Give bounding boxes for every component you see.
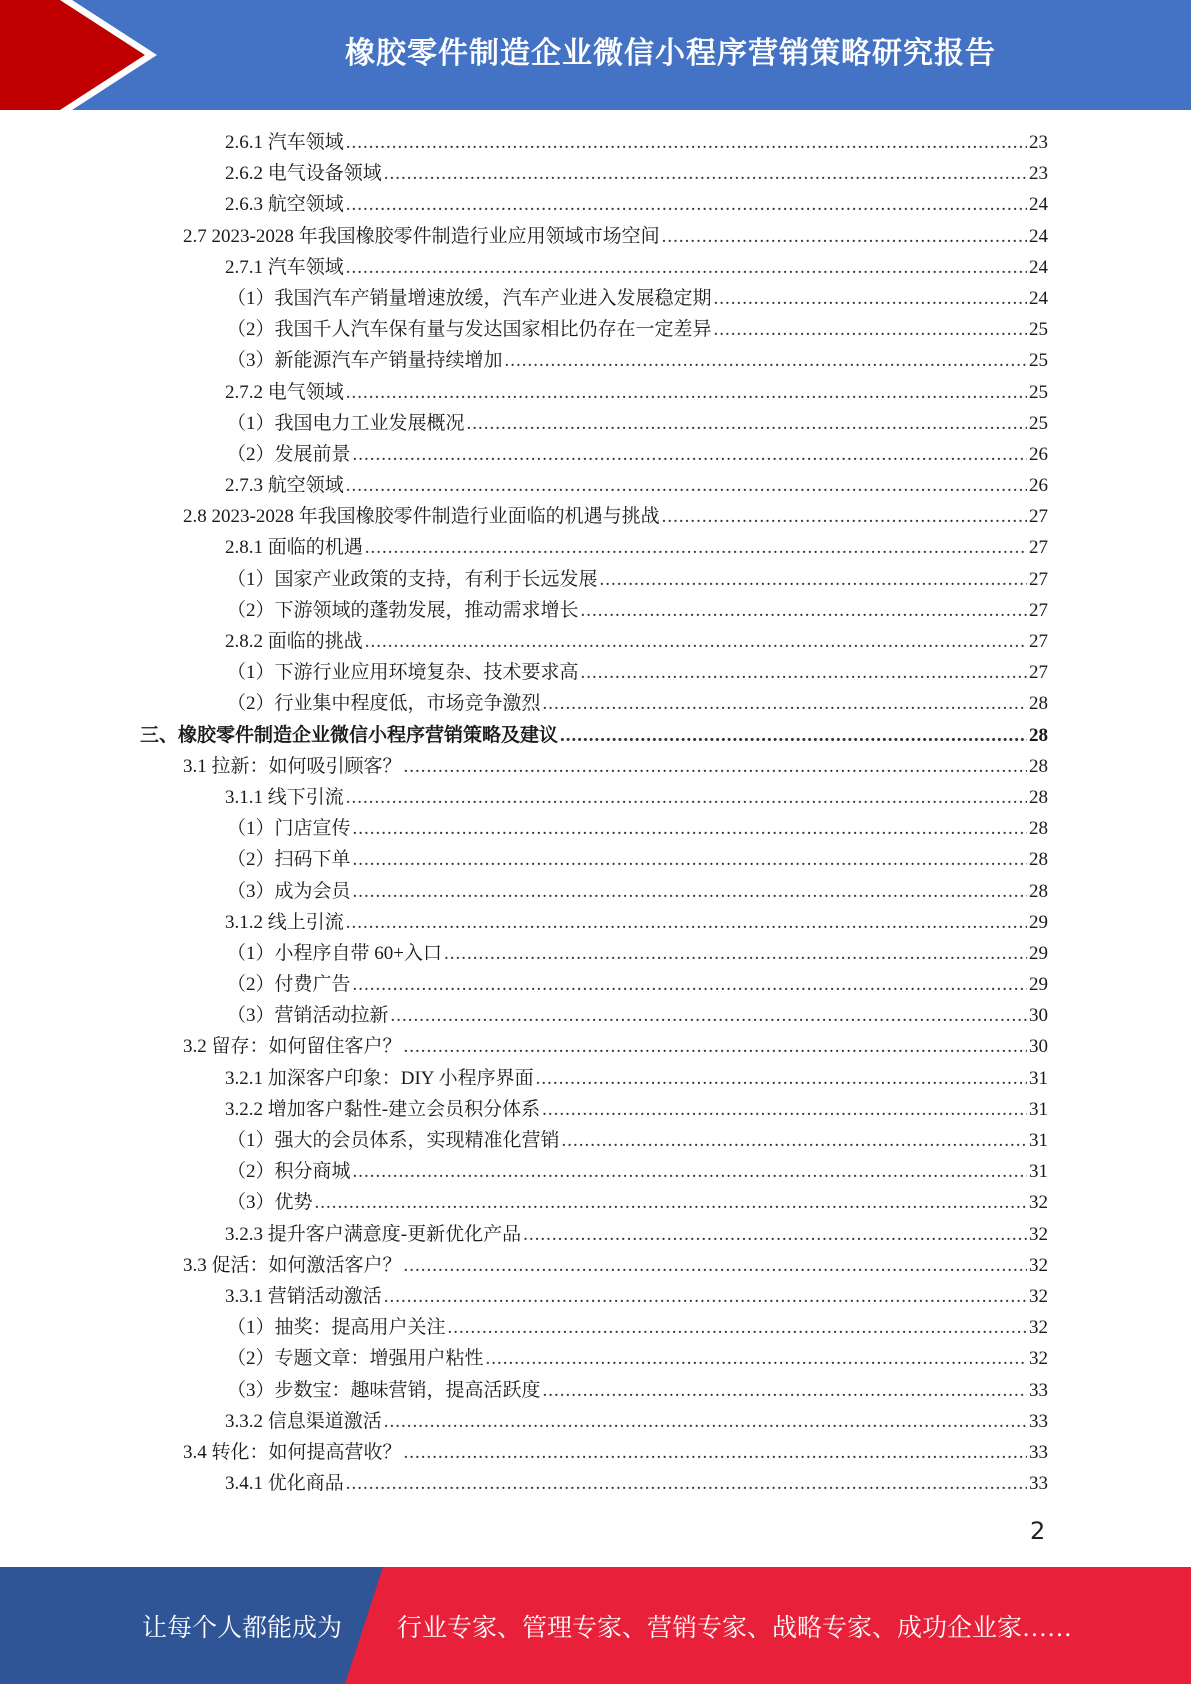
toc-entry-page: 27 (1029, 506, 1048, 528)
toc-dot-leader (662, 501, 1027, 532)
toc-entry[interactable] (140, 751, 1048, 782)
toc-entry-label: 2.8 2023-2028 年我国橡胶零件制造行业面临的机遇与挑战 (183, 506, 660, 528)
toc-dot-leader (346, 470, 1027, 501)
toc-entry-page: 27 (1029, 599, 1048, 621)
toc-entry-label: （1）强大的会员体系，实现精准化营销 (227, 1130, 560, 1151)
page-header (0, 0, 1191, 110)
toc-dot-leader (384, 1406, 1027, 1437)
toc-entry[interactable] (140, 532, 1048, 563)
toc-dot-leader (353, 1156, 1027, 1187)
toc-entry-page: 33 (1029, 1410, 1048, 1432)
toc-dot-leader (346, 1468, 1027, 1499)
toc-entry-page: 33 (1029, 1473, 1048, 1495)
toc-entry[interactable] (140, 377, 1048, 408)
toc-dot-leader (353, 969, 1027, 1000)
toc-entry-page: 29 (1029, 974, 1048, 996)
toc-entry[interactable] (140, 1031, 1048, 1062)
toc-entry[interactable] (140, 158, 1048, 189)
page-footer (0, 1567, 1191, 1684)
toc-entry-page: 29 (1029, 942, 1048, 964)
toc-entry-page: 23 (1029, 163, 1048, 185)
toc-dot-leader (581, 595, 1027, 626)
toc-entry-page: 32 (1029, 1192, 1048, 1214)
toc-entry[interactable] (140, 439, 1048, 470)
toc-entry[interactable] (140, 688, 1048, 719)
toc-entry-label: （1）我国电力工业发展概况 (227, 412, 465, 434)
toc-dot-leader (542, 1094, 1027, 1125)
toc-entry-label: 3.3.2 信息渠道激活 (225, 1410, 382, 1432)
toc-entry[interactable] (140, 1250, 1048, 1281)
toc-dot-leader (346, 252, 1027, 283)
toc-dot-leader (543, 688, 1027, 719)
toc-entry-label: （1）我国汽车产销量增速放缓，汽车产业进入发展稳定期 (227, 287, 712, 309)
toc-entry-label: （3）营销活动拉新 (227, 1005, 389, 1027)
toc-entry-label: （2）扫码下单 (227, 849, 351, 871)
toc-entry-label: （2）积分商城 (227, 1161, 351, 1183)
toc-entry-label: （3）优势 (227, 1192, 313, 1214)
toc-entry[interactable] (140, 345, 1048, 376)
toc-entry-label: 2.6.1 汽车领域 (225, 132, 344, 153)
toc-entry-page: 26 (1029, 443, 1048, 465)
toc-entry-page: 25 (1029, 381, 1048, 403)
toc-entry-page: 32 (1029, 1254, 1048, 1276)
toc-dot-leader (365, 532, 1027, 563)
toc-entry[interactable] (140, 127, 1048, 158)
toc-entry-page: 27 (1029, 662, 1048, 684)
toc-dot-leader (714, 283, 1027, 314)
toc-entry-page: 30 (1029, 1005, 1048, 1027)
toc-entry[interactable] (140, 1343, 1048, 1374)
table-of-contents (140, 127, 1048, 1499)
toc-entry-page: 25 (1029, 350, 1048, 372)
toc-dot-leader (346, 907, 1027, 938)
toc-entry[interactable] (140, 1125, 1048, 1156)
header-arrow-decoration (0, 0, 160, 110)
toc-dot-leader (353, 439, 1027, 470)
toc-entry-page: 28 (1029, 786, 1048, 808)
toc-entry-label: 3.1.2 线上引流 (225, 911, 344, 933)
toc-dot-leader (346, 189, 1027, 220)
toc-entry-page: 24 (1029, 287, 1048, 309)
toc-entry[interactable] (140, 501, 1048, 532)
toc-entry[interactable] (140, 1219, 1048, 1250)
toc-dot-leader (315, 1187, 1027, 1218)
toc-dot-leader (353, 813, 1027, 844)
toc-entry[interactable] (140, 876, 1048, 907)
footer-slogan-right: 行业专家、管理专家、营销专家、战略专家、成功企业家…… (397, 1614, 1073, 1642)
toc-entry-page: 24 (1029, 194, 1048, 216)
toc-entry[interactable] (140, 1156, 1048, 1187)
toc-dot-leader (562, 1125, 1027, 1156)
toc-entry-label: 3.3 促活：如何激活客户？ (183, 1254, 402, 1276)
toc-entry-page: 32 (1029, 1348, 1048, 1370)
toc-entry-label: （2）付费广告 (227, 974, 351, 996)
toc-entry[interactable] (140, 1094, 1048, 1125)
toc-entry[interactable] (140, 1406, 1048, 1437)
toc-entry-label: （2）下游领域的蓬勃发展，推动需求增长 (227, 599, 579, 621)
toc-entry-label: 3.2.2 增加客户黏性-建立会员积分体系 (225, 1098, 541, 1120)
toc-entry-label: （1）小程序自带 60+入口 (227, 942, 442, 964)
toc-entry-label: 三、橡胶零件制造企业微信小程序营销策略及建议 (140, 724, 559, 746)
toc-dot-leader (353, 844, 1027, 875)
toc-entry-page: 31 (1029, 1130, 1048, 1151)
toc-entry[interactable] (140, 844, 1048, 875)
toc-entry-page: 28 (1029, 755, 1048, 777)
toc-dot-leader (486, 1343, 1027, 1374)
toc-entry[interactable] (140, 221, 1048, 252)
toc-entry[interactable] (140, 907, 1048, 938)
toc-entry-label: （2）我国千人汽车保有量与发达国家相比仍存在一定差异 (227, 319, 712, 341)
toc-entry-label: （2）专题文章：增强用户粘性 (227, 1348, 484, 1370)
toc-entry-page: 28 (1029, 818, 1048, 840)
footer-slogan-left: 让每个人都能成为 (142, 1614, 343, 1642)
toc-entry-label: 2.6.2 电气设备领域 (225, 163, 382, 185)
toc-dot-leader (346, 377, 1027, 408)
toc-entry[interactable] (140, 1375, 1048, 1406)
toc-dot-leader (543, 1375, 1027, 1406)
toc-entry-label: 3.2 留存：如何留住客户？ (183, 1036, 402, 1058)
toc-dot-leader (467, 408, 1027, 439)
toc-entry-label: 2.7 2023-2028 年我国橡胶零件制造行业应用领域市场空间 (183, 225, 660, 247)
toc-entry-label: （1）抽奖：提高用户关注 (227, 1317, 446, 1339)
toc-entry-page: 25 (1029, 319, 1048, 341)
toc-entry[interactable] (140, 470, 1048, 501)
toc-entry-page: 28 (1029, 880, 1048, 902)
toc-entry-label: 2.7.3 航空领域 (225, 475, 344, 497)
toc-entry-page: 31 (1029, 1098, 1048, 1120)
toc-dot-leader (600, 564, 1027, 595)
toc-entry[interactable] (140, 720, 1048, 751)
toc-dot-leader (505, 345, 1027, 376)
toc-entry-page: 28 (1029, 724, 1048, 746)
toc-entry-page: 25 (1029, 412, 1048, 434)
toc-dot-leader (523, 1219, 1027, 1250)
toc-entry[interactable] (140, 1468, 1048, 1499)
toc-entry-page: 32 (1029, 1285, 1048, 1307)
toc-entry-page: 31 (1029, 1067, 1048, 1089)
toc-entry-page: 31 (1029, 1161, 1048, 1183)
toc-dot-leader (346, 782, 1027, 813)
toc-entry-page: 27 (1029, 631, 1048, 652)
toc-entry[interactable] (140, 1063, 1048, 1094)
toc-entry-label: 2.7.1 汽车领域 (225, 256, 344, 278)
toc-entry[interactable] (140, 189, 1048, 220)
toc-entry[interactable] (140, 1187, 1048, 1218)
toc-entry-page: 23 (1029, 132, 1048, 153)
toc-entry[interactable] (140, 252, 1048, 283)
toc-entry-label: （3）步数宝：趣味营销，提高活跃度 (227, 1379, 541, 1401)
toc-entry-page: 33 (1029, 1379, 1048, 1401)
toc-entry-page: 27 (1029, 568, 1048, 590)
toc-entry[interactable] (140, 564, 1048, 595)
toc-dot-leader (404, 1437, 1027, 1468)
toc-entry-page: 28 (1029, 693, 1048, 715)
toc-entry[interactable] (140, 314, 1048, 345)
toc-entry[interactable] (140, 1437, 1048, 1468)
toc-entry[interactable] (140, 657, 1048, 688)
toc-entry-label: 2.7.2 电气领域 (225, 381, 344, 403)
toc-entry-label: （2）发展前景 (227, 443, 351, 465)
toc-entry[interactable] (140, 1000, 1048, 1031)
toc-entry-label: 3.3.1 营销活动激活 (225, 1285, 382, 1307)
toc-entry-label: 2.6.3 航空领域 (225, 194, 344, 216)
toc-entry-page: 28 (1029, 849, 1048, 871)
toc-entry-label: （1）国家产业政策的支持，有利于长远发展 (227, 568, 598, 590)
toc-entry-label: （1）下游行业应用环境复杂、技术要求高 (227, 662, 579, 684)
toc-entry-page: 29 (1029, 911, 1048, 933)
toc-entry-label: 3.1.1 线下引流 (225, 786, 344, 808)
toc-dot-leader (560, 720, 1027, 751)
toc-entry[interactable] (140, 1281, 1048, 1312)
toc-entry-page: 32 (1029, 1317, 1048, 1339)
toc-dot-leader (384, 158, 1027, 189)
toc-dot-leader (662, 221, 1027, 252)
toc-entry-page: 33 (1029, 1441, 1048, 1463)
toc-dot-leader (404, 751, 1027, 782)
report-title: 橡胶零件制造企业微信小程序营销策略研究报告 (345, 36, 996, 71)
toc-entry-label: 3.2.3 提升客户满意度-更新优化产品 (225, 1223, 522, 1245)
toc-entry-label: 3.4 转化：如何提高营收？ (183, 1441, 402, 1463)
toc-entry-label: 2.8.2 面临的挑战 (225, 631, 363, 652)
toc-entry[interactable] (140, 283, 1048, 314)
toc-entry[interactable] (140, 938, 1048, 969)
toc-dot-leader (353, 876, 1027, 907)
toc-dot-leader (404, 1031, 1027, 1062)
toc-entry-page: 32 (1029, 1223, 1048, 1245)
toc-entry-label: 2.8.1 面临的机遇 (225, 537, 363, 559)
toc-dot-leader (536, 1063, 1027, 1094)
toc-dot-leader (444, 938, 1027, 969)
toc-entry-page: 30 (1029, 1036, 1048, 1058)
toc-entry[interactable] (140, 782, 1048, 813)
toc-entry-label: （3）成为会员 (227, 880, 351, 902)
toc-entry-page: 24 (1029, 256, 1048, 278)
toc-dot-leader (391, 1000, 1027, 1031)
toc-entry[interactable] (140, 595, 1048, 626)
toc-dot-leader (404, 1250, 1027, 1281)
toc-entry[interactable] (140, 408, 1048, 439)
toc-entry-page: 26 (1029, 475, 1048, 497)
page-number: 2 (1030, 1517, 1046, 1545)
toc-entry-label: 3.4.1 优化商品 (225, 1473, 344, 1495)
toc-dot-leader (581, 657, 1027, 688)
toc-entry[interactable] (140, 626, 1048, 657)
toc-entry-page: 24 (1029, 225, 1048, 247)
toc-entry[interactable] (140, 813, 1048, 844)
toc-entry-label: （3）新能源汽车产销量持续增加 (227, 350, 503, 372)
toc-entry-label: （1）门店宣传 (227, 818, 351, 840)
toc-dot-leader (448, 1312, 1027, 1343)
toc-entry-label: （2）行业集中程度低，市场竞争激烈 (227, 693, 541, 715)
toc-entry[interactable] (140, 969, 1048, 1000)
toc-entry[interactable] (140, 1312, 1048, 1343)
toc-dot-leader (714, 314, 1027, 345)
toc-dot-leader (346, 127, 1027, 158)
toc-entry-label: 3.1 拉新：如何吸引顾客？ (183, 755, 402, 777)
toc-entry-label: 3.2.1 加深客户印象：DIY 小程序界面 (225, 1067, 534, 1089)
toc-dot-leader (384, 1281, 1027, 1312)
toc-entry-page: 27 (1029, 537, 1048, 559)
toc-dot-leader (365, 626, 1027, 657)
